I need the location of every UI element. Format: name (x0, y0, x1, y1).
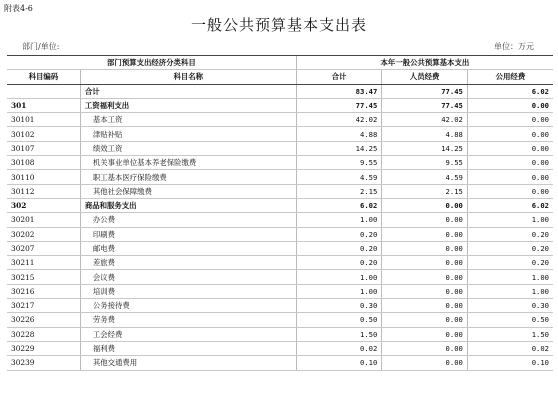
column-header-personnel: 人员经费 (382, 70, 468, 84)
cell-code: 30239 (7, 356, 80, 370)
cell-name: 机关事业单位基本养老保险缴费 (80, 156, 296, 170)
cell-public: 0.00 (467, 98, 553, 112)
table-column-header-row (7, 70, 553, 84)
table-row (7, 270, 553, 284)
cell-name: 基本工资 (80, 113, 296, 127)
cell-public: 1.00 (467, 270, 553, 284)
table-row (7, 356, 553, 370)
table-row (7, 327, 553, 341)
cell-total: 1.00 (296, 213, 382, 227)
cell-code: 30112 (7, 184, 80, 198)
cell-name: 培训费 (80, 284, 296, 298)
cell-name: 合计 (80, 84, 296, 98)
cell-public: 0.00 (467, 141, 553, 155)
cell-public: 6.02 (467, 198, 553, 212)
cell-name: 办公费 (80, 213, 296, 227)
cell-name: 职工基本医疗保险缴费 (80, 170, 296, 184)
cell-personnel: 0.00 (382, 270, 468, 284)
cell-personnel: 0.00 (382, 284, 468, 298)
cell-code: 30201 (7, 213, 80, 227)
table-row (7, 198, 553, 212)
cell-name: 工会经费 (80, 327, 296, 341)
cell-name: 津贴补贴 (80, 127, 296, 141)
cell-code: 301 (7, 98, 80, 112)
cell-name: 会议费 (80, 270, 296, 284)
cell-total: 77.45 (296, 98, 382, 112)
group-header-basic-expenditure: 本年一般公共预算基本支出 (296, 56, 553, 70)
cell-personnel: 0.00 (382, 241, 468, 255)
cell-code: 30101 (7, 113, 80, 127)
cell-public: 0.10 (467, 356, 553, 370)
table-row (7, 313, 553, 327)
cell-name: 绩效工资 (80, 141, 296, 155)
cell-code: 30107 (7, 141, 80, 155)
cell-public: 0.02 (467, 341, 553, 355)
cell-total: 0.30 (296, 299, 382, 313)
cell-public: 0.20 (467, 256, 553, 270)
budget-table (7, 55, 553, 371)
cell-code: 30110 (7, 170, 80, 184)
cell-public: 0.30 (467, 299, 553, 313)
cell-code: 30228 (7, 327, 80, 341)
group-header-economic-class: 部门预算支出经济分类科目 (7, 56, 296, 70)
cell-name: 商品和服务支出 (80, 198, 296, 212)
cell-total: 1.00 (296, 284, 382, 298)
cell-public: 1.50 (467, 327, 553, 341)
cell-code: 30202 (7, 227, 80, 241)
column-header-total: 合计 (296, 70, 382, 84)
cell-name: 福利费 (80, 341, 296, 355)
table-row (7, 184, 553, 198)
cell-personnel: 77.45 (382, 84, 468, 98)
cell-total: 0.20 (296, 256, 382, 270)
cell-personnel: 0.00 (382, 356, 468, 370)
cell-total: 42.02 (296, 113, 382, 127)
cell-name: 邮电费 (80, 241, 296, 255)
cell-personnel: 0.00 (382, 341, 468, 355)
table-row (7, 113, 553, 127)
table-row (7, 141, 553, 155)
cell-public: 0.20 (467, 227, 553, 241)
cell-code: 30217 (7, 299, 80, 313)
department-label: 部门/单位: (22, 42, 60, 51)
cell-name: 其他社会保障缴费 (80, 184, 296, 198)
cell-code: 30229 (7, 341, 80, 355)
cell-personnel: 4.59 (382, 170, 468, 184)
total-row (7, 84, 553, 98)
cell-code: 30102 (7, 127, 80, 141)
cell-name: 印刷费 (80, 227, 296, 241)
table-row (7, 341, 553, 355)
cell-code: 30216 (7, 284, 80, 298)
cell-personnel: 0.00 (382, 313, 468, 327)
cell-personnel: 0.00 (382, 256, 468, 270)
cell-personnel: 0.00 (382, 227, 468, 241)
page-title: 一般公共预算基本支出表 (190, 16, 367, 34)
cell-total: 6.02 (296, 198, 382, 212)
cell-total: 14.25 (296, 141, 382, 155)
cell-name: 其他交通费用 (80, 356, 296, 370)
unit-label: 单位：万元 (494, 42, 534, 51)
table-row (7, 213, 553, 227)
cell-public: 0.50 (467, 313, 553, 327)
cell-public: 6.02 (467, 84, 553, 98)
cell-personnel: 4.88 (382, 127, 468, 141)
cell-total: 4.88 (296, 127, 382, 141)
table-row (7, 98, 553, 112)
column-header-public: 公用经费 (467, 70, 553, 84)
table-group-header-row (7, 56, 553, 70)
cell-total: 83.47 (296, 84, 382, 98)
cell-code (7, 84, 80, 98)
table-row (7, 256, 553, 270)
cell-name: 工资福利支出 (80, 98, 296, 112)
cell-public: 0.00 (467, 184, 553, 198)
cell-personnel: 14.25 (382, 141, 468, 155)
cell-code: 30215 (7, 270, 80, 284)
cell-total: 2.15 (296, 184, 382, 198)
table-row (7, 127, 553, 141)
cell-code: 30207 (7, 241, 80, 255)
attachment-label: 附表4-6 (4, 4, 33, 13)
cell-public: 1.00 (467, 284, 553, 298)
column-header-code: 科目编码 (7, 70, 80, 84)
cell-name: 公务接待费 (80, 299, 296, 313)
cell-total: 0.10 (296, 356, 382, 370)
cell-total: 0.20 (296, 241, 382, 255)
table-row (7, 170, 553, 184)
cell-public: 0.00 (467, 127, 553, 141)
table-row (7, 156, 553, 170)
cell-name: 差旅费 (80, 256, 296, 270)
cell-total: 9.55 (296, 156, 382, 170)
cell-personnel: 0.00 (382, 213, 468, 227)
cell-personnel: 77.45 (382, 98, 468, 112)
cell-personnel: 0.00 (382, 198, 468, 212)
cell-total: 0.50 (296, 313, 382, 327)
cell-public: 0.00 (467, 113, 553, 127)
cell-public: 0.00 (467, 170, 553, 184)
cell-personnel: 42.02 (382, 113, 468, 127)
cell-public: 1.00 (467, 213, 553, 227)
table-row (7, 299, 553, 313)
cell-personnel: 9.55 (382, 156, 468, 170)
cell-personnel: 0.00 (382, 327, 468, 341)
cell-personnel: 0.00 (382, 299, 468, 313)
table-row (7, 284, 553, 298)
cell-code: 302 (7, 198, 80, 212)
cell-public: 0.00 (467, 156, 553, 170)
cell-code: 30211 (7, 256, 80, 270)
cell-public: 0.20 (467, 241, 553, 255)
cell-total: 1.50 (296, 327, 382, 341)
table-row (7, 241, 553, 255)
cell-code: 30108 (7, 156, 80, 170)
cell-total: 4.59 (296, 170, 382, 184)
cell-total: 1.00 (296, 270, 382, 284)
column-header-name: 科目名称 (80, 70, 296, 84)
table-row (7, 227, 553, 241)
cell-name: 劳务费 (80, 313, 296, 327)
cell-total: 0.02 (296, 341, 382, 355)
cell-code: 30226 (7, 313, 80, 327)
cell-total: 0.20 (296, 227, 382, 241)
cell-personnel: 2.15 (382, 184, 468, 198)
